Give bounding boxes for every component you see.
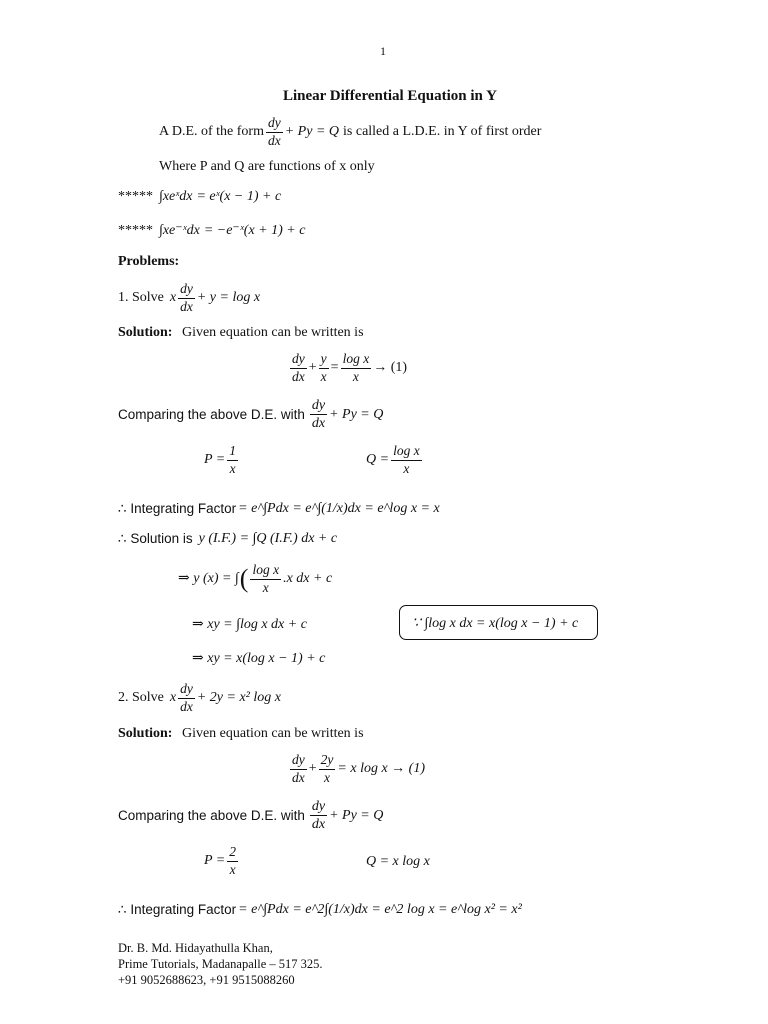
compare-text: Comparing the above D.E. with — [118, 808, 305, 824]
problems-heading: Problems: — [118, 254, 180, 269]
formula-1-stars: ***** — [118, 189, 153, 204]
compare-dydx: $\frac{dy}{dx}$ — [311, 398, 326, 432]
p2-eq1-rest: = x log x → (1) — [337, 761, 425, 777]
eq1-equals: = — [330, 360, 339, 376]
formula-2 — [118, 224, 305, 238]
if-expr: = e^∫Pdx = e^2∫(1/x)dx = e^2 log x = e^log x² = x² — [238, 902, 522, 917]
page-title: Linear Differential Equation in Y — [283, 88, 497, 104]
problem-1-step-3: ⇒ xy = x(log x − 1) + c — [192, 651, 326, 666]
intro-where: Where P and Q are functions of x only — [159, 159, 375, 174]
problem-2-statement — [118, 682, 281, 715]
step1-fraction: $\frac{\text{log x}}{x}$ — [252, 562, 280, 595]
eq1-logx-x: $\frac{\text{log x}}{x}$ — [342, 351, 370, 384]
formula-1-rhs: = eˣ(x − 1) + c — [196, 189, 282, 204]
problem-1-dydx: $\frac{dy}{dx}$ — [180, 281, 193, 314]
problem-1-equation-1 — [288, 352, 407, 385]
problem-2-P — [204, 845, 240, 878]
P-fraction: $\frac{2}{x}$ — [229, 844, 236, 877]
if-text: ∴ Integrating Factor — [118, 902, 237, 918]
problem-2-label: 2. Solve — [118, 690, 164, 706]
problem-1-compare — [118, 398, 383, 432]
compare-dydx: $\frac{dy}{dx}$ — [311, 799, 326, 833]
problem-1-step-1: ⇒ y (x) = ∫ ( $\frac{\text{log x}}{x}$ .x dx + c — [178, 562, 333, 595]
intro-line — [159, 116, 541, 149]
footer-address: Prime Tutorials, Madanapalle – 517 325. — [118, 957, 323, 971]
intro-dydx: $\frac{dy}{dx}$ — [267, 115, 281, 148]
problem-2-dydx: $\frac{dy}{dx}$ — [180, 681, 193, 714]
intro-prefix: A D.E. of the form — [159, 124, 264, 140]
P-fraction: $\frac{1}{x}$ — [229, 443, 236, 476]
problem-1-P — [204, 444, 240, 477]
problem-1-eq-rest: + y = log x — [196, 290, 261, 306]
if-expr: = e^∫Pdx = e^∫(1/x)dx = e^log x = x — [238, 501, 440, 516]
problem-1-solution-form — [118, 532, 337, 546]
if-text: ∴ Integrating Factor — [118, 501, 237, 517]
intro-suffix: is called a L.D.E. in Y of first order — [343, 124, 542, 140]
formula-2-rhs: = −e⁻ˣ(x + 1) + c — [203, 223, 306, 238]
P-label: P = — [204, 452, 226, 468]
problem-1-statement — [118, 282, 260, 315]
Q-label: Q = — [366, 452, 390, 468]
eq1-yx: $\frac{y}{x}$ — [320, 351, 327, 384]
eq1-dydx: $\frac{dy}{dx}$ — [292, 351, 305, 384]
footer-author: Dr. B. Md. Hidayathulla Khan, — [118, 941, 273, 955]
eq1-tag: → (1) — [373, 360, 408, 376]
problem-1-label: 1. Solve — [118, 290, 164, 306]
problem-2-Q: Q = x log x — [366, 854, 430, 869]
problem-2-eq-rest: + 2y = x² log x — [196, 690, 281, 706]
problem-2-compare — [118, 799, 383, 833]
Q-fraction: $\frac{\text{log x}}{x}$ — [393, 443, 420, 476]
step1-a: ⇒ y (x) = ∫ — [178, 571, 239, 587]
P-label: P = — [204, 853, 226, 869]
page-number: 1 — [380, 44, 386, 58]
p2-eq1-dydx: $\frac{dy}{dx}$ — [292, 752, 305, 785]
solution-label: Solution: — [118, 325, 173, 340]
p2-eq1-plus: + — [308, 761, 317, 777]
problem-1-eq-x: x — [169, 290, 177, 306]
sol-expr: y (I.F.) = ∫Q (I.F.) dx + c — [198, 531, 338, 546]
problem-1-solution — [118, 326, 364, 340]
formula-1 — [118, 190, 281, 204]
step1-b: .x dx + c — [283, 571, 333, 587]
problem-1-Q — [366, 444, 424, 477]
problem-1-step-2: ⇒ xy = ∫log x dx + c — [192, 617, 307, 632]
hint-box-text: ∵ ∫log x dx = x(log x − 1) + c — [412, 616, 579, 631]
solution-label: Solution: — [118, 726, 173, 741]
sol-text: ∴ Solution is — [118, 531, 193, 547]
compare-text: Comparing the above D.E. with — [118, 407, 305, 423]
intro-rest: + Py = Q — [284, 124, 340, 140]
problem-1-integrating-factor — [118, 502, 440, 516]
p2-eq1-2yx: $\frac{2y}{x}$ — [320, 752, 334, 785]
compare-rest: + Py = Q — [329, 406, 384, 422]
compare-rest: + Py = Q — [329, 807, 384, 823]
solution-text: Given equation can be written is — [181, 726, 364, 741]
footer-phone: +91 9052688623, +91 9515088260 — [118, 973, 295, 987]
formula-1-lhs: ∫xeˣdx — [159, 189, 193, 204]
formula-2-stars: ***** — [118, 223, 153, 238]
eq1-plus: + — [308, 360, 317, 376]
problem-2-integrating-factor — [118, 903, 522, 917]
formula-2-lhs: ∫xe⁻ˣdx — [159, 223, 200, 238]
problem-2-equation-1 — [288, 753, 425, 786]
problem-2-solution — [118, 727, 364, 741]
problem-2-eq-x: x — [169, 690, 177, 706]
solution-text: Given equation can be written is — [181, 325, 364, 340]
